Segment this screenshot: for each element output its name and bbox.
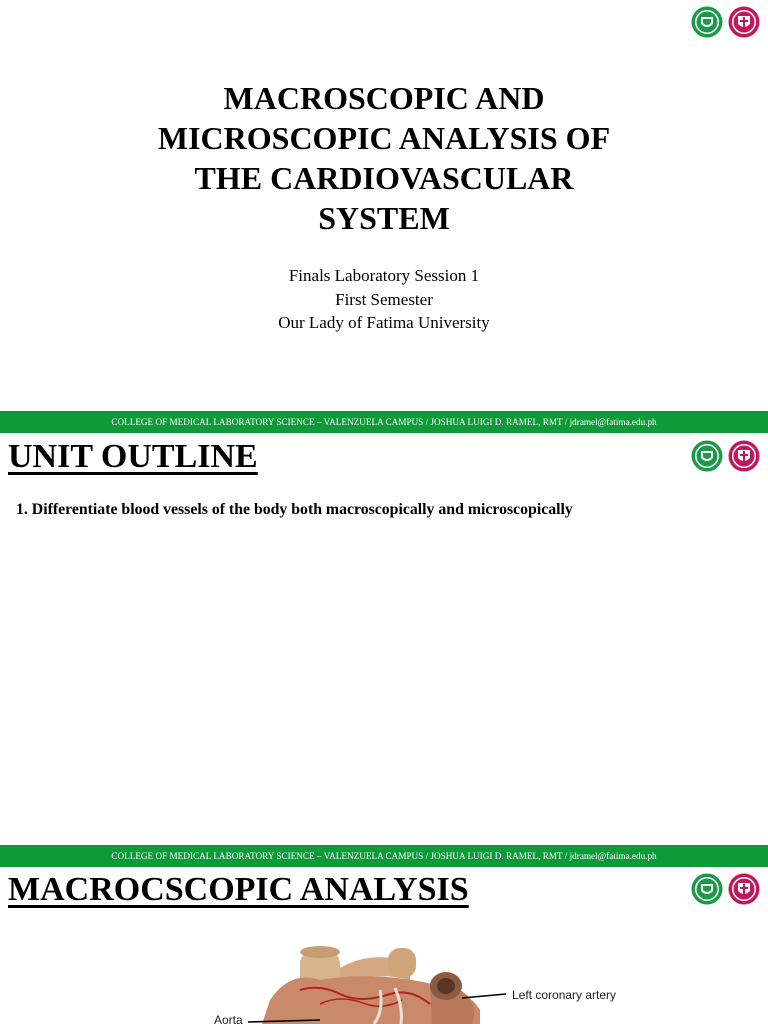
university-seal-green-icon xyxy=(691,873,723,905)
logo-group xyxy=(691,873,760,905)
university-seal-green-icon xyxy=(691,6,723,38)
footer-bar: COLLEGE OF MEDICAL LABORATORY SCIENCE – VALENZUELA CAMPUS / JOSHUA LUIGI D. RAMEL, RMT / jdramel@fatima.edu.ph xyxy=(0,845,768,867)
slide-heading: MACROCSCOPIC ANALYSIS xyxy=(8,871,469,908)
left-coronary-leader-line xyxy=(462,994,506,998)
left-coronary-artery-label: Left coronary artery xyxy=(512,988,617,1002)
university-line: Our Lady of Fatima University xyxy=(278,313,490,332)
session-line: Finals Laboratory Session 1 xyxy=(288,266,480,285)
presentation-subtitle xyxy=(0,264,768,335)
heart-illustration xyxy=(0,940,768,1024)
university-seal-magenta-icon xyxy=(728,6,760,38)
outline-item: 1. Differentiate blood vessels of the body both macroscopically and microscopically xyxy=(16,501,573,518)
slide-heading: UNIT OUTLINE xyxy=(8,438,258,475)
presentation-title: MACROSCOPIC AND MICROSCOPIC ANALYSIS OF THE CARDIOVASCULAR SYSTEM xyxy=(157,80,611,236)
logo-group xyxy=(691,6,760,38)
university-seal-magenta-icon xyxy=(728,440,760,472)
logo-group xyxy=(691,440,760,472)
unit-outline-slide xyxy=(0,433,768,816)
title-slide xyxy=(0,0,768,410)
university-seal-magenta-icon xyxy=(728,873,760,905)
heart-diagram-image xyxy=(0,940,768,1024)
footer-bar: COLLEGE OF MEDICAL LABORATORY SCIENCE – VALENZUELA CAMPUS / JOSHUA LUIGI D. RAMEL, RMT / jdramel@fatima.edu.ph xyxy=(0,411,768,433)
semester-line: First Semester xyxy=(335,289,433,309)
university-seal-green-icon xyxy=(691,440,723,472)
aorta-label: Aorta xyxy=(214,1013,243,1024)
